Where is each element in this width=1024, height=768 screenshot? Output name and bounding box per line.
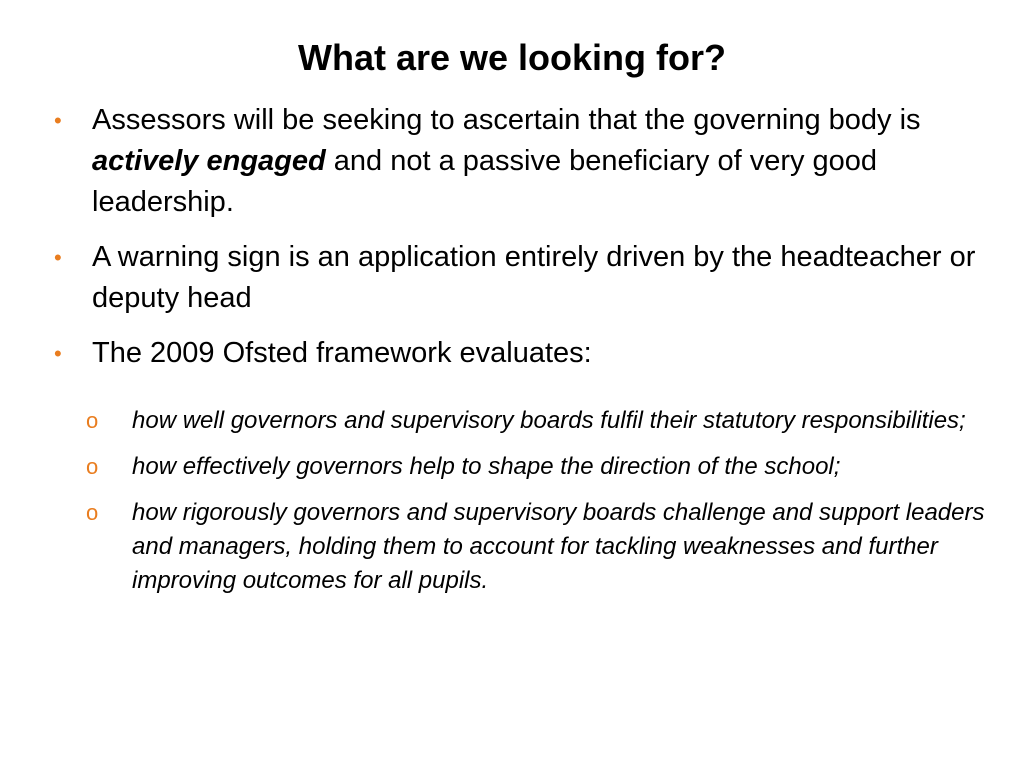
bullet-text-pre: Assessors will be seeking to ascertain that the governing body is xyxy=(92,104,921,136)
sub-bullet-item-statutory xyxy=(86,404,996,438)
bullet-text: The 2009 Ofsted framework evaluates: xyxy=(92,337,592,369)
slide-title: What are we looking for? xyxy=(297,37,727,78)
circle-bullet-icon: o xyxy=(86,454,99,479)
bullet-item-framework xyxy=(52,333,982,374)
bullet-dot-icon: • xyxy=(54,245,62,270)
bullet-dot-icon: • xyxy=(54,341,62,366)
bullet-dot-icon: • xyxy=(54,108,62,133)
bullet-list xyxy=(52,100,982,388)
sub-bullet-text: how effectively governors help to shape the direction of the school; xyxy=(132,453,841,480)
bullet-item-warning xyxy=(52,237,982,319)
sub-bullet-text: how well governors and supervisory boards fulfil their statutory responsibilities; xyxy=(132,407,966,434)
bullet-item-assessors xyxy=(52,100,982,223)
sub-bullet-list xyxy=(86,404,996,610)
bullet-text-emphasis: actively engaged xyxy=(92,145,326,177)
bullet-text-post: and not a passive beneficiary of very good leadership. xyxy=(92,145,878,218)
sub-bullet-item-direction xyxy=(86,450,996,484)
bullet-text: A warning sign is an application entirely driven by the headteacher or deputy head xyxy=(92,241,976,314)
circle-bullet-icon: o xyxy=(86,408,99,433)
sub-bullet-text: how rigorously governors and supervisory boards challenge and support leaders and managers, holding them to account for tackling weaknesses and further improving outcomes for all pupils. xyxy=(132,499,985,594)
sub-bullet-item-challenge xyxy=(86,496,996,598)
circle-bullet-icon: o xyxy=(86,500,99,525)
